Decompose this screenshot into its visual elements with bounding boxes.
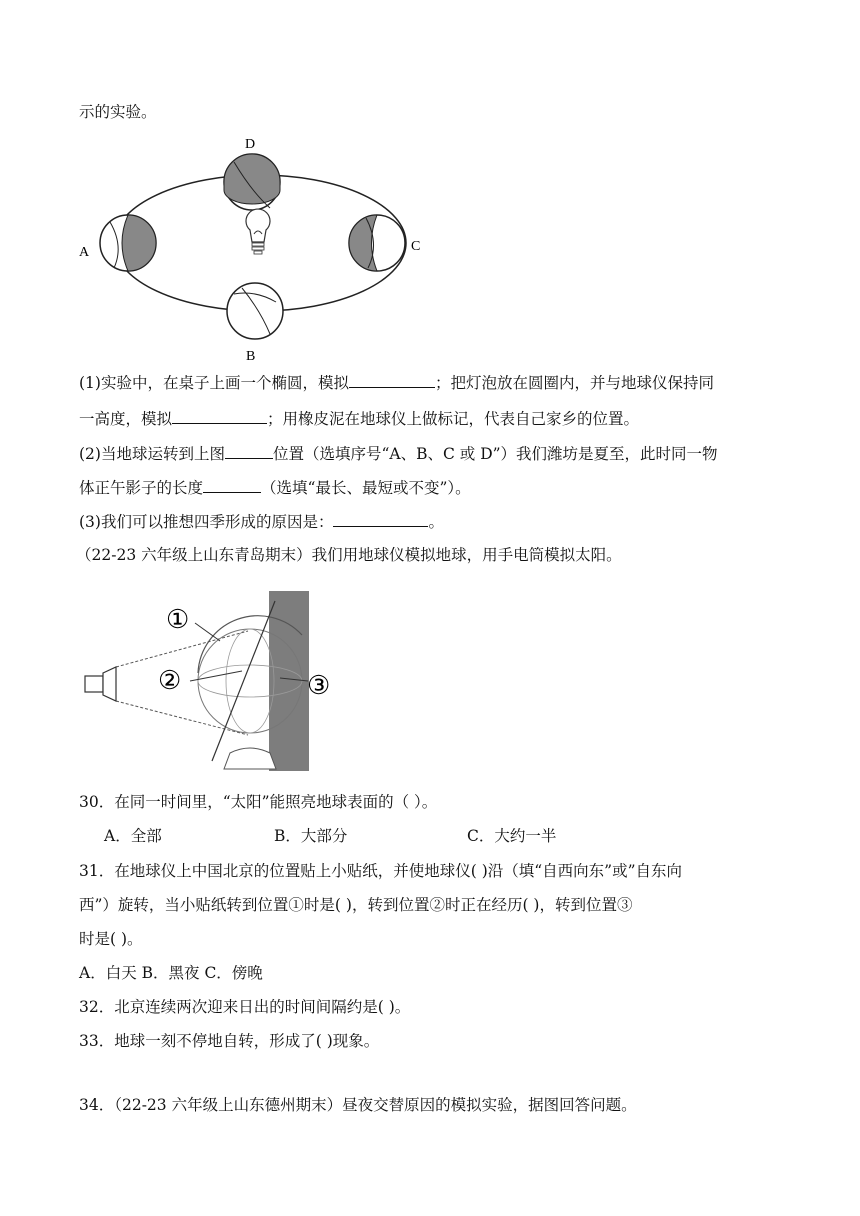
q3-text-a: (3)我们可以推想四季形成的原因是：: [79, 513, 334, 531]
intro-text: 示的实验。: [79, 103, 157, 121]
q2-text-a: (2)当地球运转到上图: [79, 445, 225, 463]
globe-c: [349, 215, 405, 271]
answer-blank-2[interactable]: [172, 407, 267, 424]
bulb-icon: [246, 209, 270, 254]
label-d: D: [245, 137, 256, 152]
question-34: 34．（22-23 六年级上山东德州期末）昼夜交替原因的模拟实验，据图回答问题。: [79, 1096, 637, 1114]
question-30-stem: 30．在同一时间里，“太阳”能照亮地球表面的（ ）。: [79, 793, 438, 811]
q1-text-d: ；用橡皮泥在地球仪上做标记，代表自己家乡的位置。: [267, 410, 640, 428]
question-31-options: A．白天 B．黑夜 C．傍晚: [79, 964, 263, 982]
option-a[interactable]: A．全部: [104, 827, 162, 845]
label-a: A: [79, 245, 90, 260]
answer-blank-1[interactable]: [349, 371, 435, 388]
answer-blank-3[interactable]: [225, 442, 273, 459]
option-c[interactable]: C．大约一半: [467, 827, 557, 845]
q1-text-c: 一高度，模拟: [79, 410, 173, 428]
answer-blank-4[interactable]: [203, 476, 261, 493]
answer-blank-5[interactable]: [333, 510, 428, 527]
q1-text-b: ；把灯泡放在圆圈内，并与地球仪保持同: [434, 374, 714, 392]
flashlight-globe-diagram: [80, 583, 345, 778]
q3-text-b: 。: [428, 513, 444, 531]
question-3: [79, 510, 444, 533]
question-31-line1: 31．在地球仪上中国北京的位置贴上小贴纸，并使地球仪( )沿（填“自西向东”或”自东向: [79, 862, 683, 880]
q2-text-d: （选填“最长、最短或不变”）。: [261, 479, 471, 497]
question-30-options: [104, 825, 556, 847]
label-c: C: [411, 239, 421, 254]
question-31-line3: 时是( )。: [79, 930, 143, 948]
question-33: 33．地球一刻不停地自转，形成了( )现象。: [79, 1032, 380, 1050]
question-1-part1: [79, 371, 714, 394]
globe-d: [224, 154, 280, 210]
source-line: （22-23 六年级上山东青岛期末）我们用地球仪模拟地球，用手电筒模拟太阳。: [76, 546, 622, 564]
marker-1-label: ①: [166, 605, 190, 634]
q2-text-b: 位置（选填序号“A、B、C 或 D”）我们潍坊是夏至，此时同一物: [272, 445, 718, 463]
question-2-part2: [79, 476, 471, 499]
marker-3-label: ③: [307, 671, 331, 700]
q2-text-c: 体正午影子的长度: [79, 479, 204, 497]
globe-a: [100, 215, 156, 271]
question-2-part1: [79, 442, 718, 465]
question-1-part2: [79, 407, 639, 430]
orbit-diagram: [74, 130, 434, 365]
option-b[interactable]: B．大部分: [274, 827, 348, 845]
q1-text-a: (1)实验中，在桌子上画一个椭圆，模拟: [79, 374, 349, 392]
marker-2-label: ②: [158, 666, 182, 695]
question-31-line2: 西”）旋转，当小贴纸转到位置①时是( )，转到位置②时正在经历( )，转到位置③: [79, 896, 633, 914]
question-32: 32．北京连续两次迎来日出的时间间隔约是( )。: [79, 998, 411, 1016]
label-b: B: [246, 349, 256, 364]
globe-b: [227, 283, 283, 339]
